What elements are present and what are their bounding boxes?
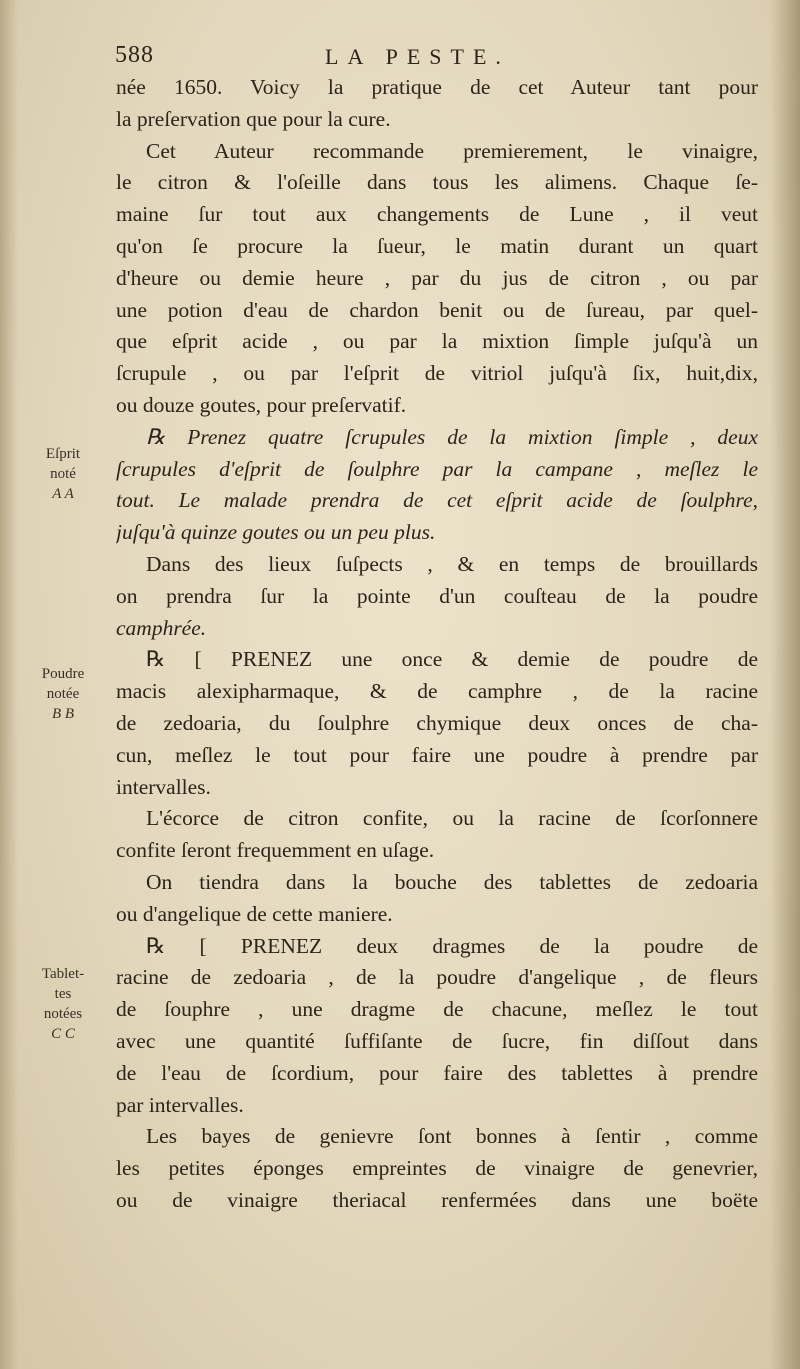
text-line: tout. Le malade prendra de cet eſprit acide de ſoulphre, [116,488,758,513]
text-line: confite ſeront frequemment en uſage. [116,838,435,863]
text-line: une potion d'eau de chardon benit ou de ſureau, par quel- [116,297,758,322]
text-line: les petites éponges empreintes de vinaigre de genevrier, [116,1156,758,1181]
margin-note-esprit [22,444,104,504]
text-line: on prendra ſur la pointe d'un couſteau de la poudre [116,583,758,608]
text-line: intervalles. [116,774,211,799]
margin-note-line: noté [50,466,76,482]
text-line: ſcrupule , ou par l'eſprit de vitriol juſqu'à ſix, huit,dix, [116,361,758,386]
text-line: avec une quantité ſuffiſante de ſucre, fin diſſout dans [116,1028,758,1053]
text-line: le citron & l'oſeille dans tous les alimens. Chaque ſe- [116,170,758,195]
margin-note-line: tes [54,986,72,1002]
text-line: ℞ [ PRENEZ deux dragmes de la poudre de [146,933,758,958]
text-line: par intervalles. [116,1092,244,1117]
running-head: LA PESTE. [325,44,510,69]
text-line: juſqu'à quinze goutes ou un peu plus. [116,520,436,545]
margin-note-mark: A A [52,486,74,502]
text-line: maine ſur tout aux changements de Lune , il veut [116,202,758,227]
text-line: de zedoaria, du ſoulphre chymique deux onces de cha- [116,710,758,735]
text-line: née 1650. Voicy la pratique de cet Auteur tant pour [116,75,758,99]
text-line: cun, meſlez le tout pour faire une poudre à prendre par [116,742,758,767]
margin-note-tablettes [22,964,104,1044]
margin-note-poudre [22,664,104,724]
text-line: macis alexipharmaque, & de camphre , de la racine [116,679,758,704]
margin-note-line: notées [43,1006,83,1022]
margin-note-mark: C C [51,1026,75,1042]
text-line: Les bayes de genievre ſont bonnes à ſentir , comme [146,1124,758,1149]
page-number: 588 [115,42,154,68]
text-line: ℞ [ PRENEZ une once & demie de poudre de [146,647,758,672]
margin-note-line: notée [46,686,80,702]
text-line: camphrée. [116,615,207,640]
margin-note-line: Poudre [41,666,85,682]
text-line: de ſouphre , une dragme de chacune, meſlez le tout [116,997,758,1022]
text-line: qu'on ſe procure la ſueur, le matin durant un quart [116,233,758,258]
text-line: racine de zedoaria , de la poudre d'angelique , de fleurs [116,965,758,990]
text-line: la preſervation que pour la cure. [116,106,391,131]
text-line: Cet Auteur recommande premierement, le vinaigre, [146,138,758,163]
text-line: ℞ Prenez quatre ſcrupules de la mixtion ſimple , deux [146,424,758,449]
text-line: L'écorce de citron confite, ou la racine de ſcorſonnere [146,806,758,831]
text-line: ou douze goutes, pour preſervatif. [116,392,407,417]
body-text [116,72,758,1217]
text-line: ou d'angelique de cette maniere. [116,901,393,926]
margin-note-mark: B B [51,706,75,722]
text-line: ou de vinaigre theriacal renfermées dans une boëte [116,1187,758,1212]
margin-note-line: Tablet- [41,966,85,982]
text-line: ſcrupules d'eſprit de ſoulphre par la campane , meſlez le [116,456,758,481]
text-line: On tiendra dans la bouche des tablettes de zedoaria [146,869,758,894]
margin-note-line: Eſprit [45,446,81,462]
text-line: d'heure ou demie heure , par du jus de citron , ou par [116,265,758,290]
text-line: que eſprit acide , ou par la mixtion ſimple juſqu'à un [116,329,758,354]
text-line: de l'eau de ſcordium, pour faire des tablettes à prendre [116,1060,758,1085]
text-line: Dans des lieux ſuſpects , & en temps de brouillards [146,551,758,576]
